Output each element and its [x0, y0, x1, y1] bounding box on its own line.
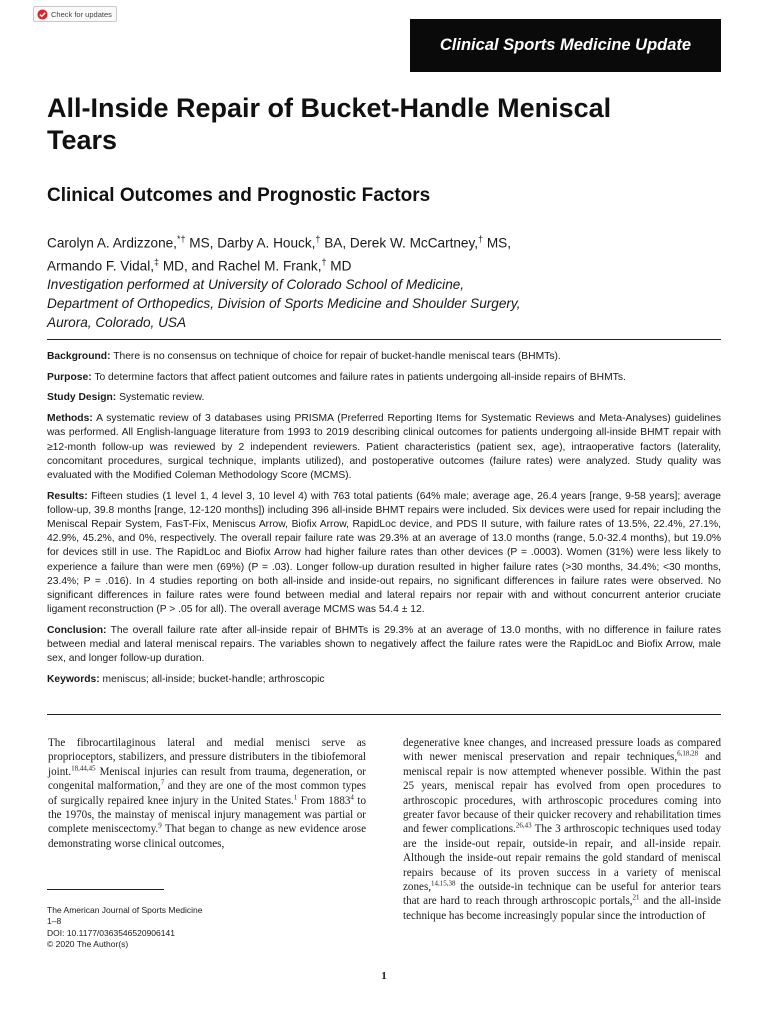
check-for-updates-badge[interactable] [33, 6, 117, 22]
abstract-conclusion [47, 624, 721, 667]
body-text: and the all-inside technique has become increasingly popular since the introduction of [403, 895, 721, 922]
abstract-label: Purpose: [47, 371, 92, 383]
author-affil-marker: † [321, 256, 327, 267]
body-text: and they are one of the most common types of surgically repaired knee injury in the United States. [48, 780, 366, 807]
body-text: Meniscal injuries can result from trauma, degeneration, or congenital malformation, [48, 765, 366, 793]
journal-name: The American Journal of Sports Medicine [47, 905, 203, 915]
abstract-text: Fifteen studies (1 level 1, 4 level 3, 10 level 4) with 763 total patients (64% male; average age, 26.4 years [range, 9-58 years]; average follow-up, 39.8 months [range, 12-120 months]) including 396 all-inside BHMT repairs were included. Six devices were used for repair including the Meniscal Repair System, FasT-Fix, Meniscus Arrow, Biofix Arrow, RapidLoc device, and PDS II suture, with failure rates of 13.5%, 22.4%, 27.1%, 42.9%, 45.2%, and 0%, respectively. The overall repair failure rate was 29.3% at an average of 13.0 months (range, 5.0-32.4 months), but 19.0% for devices still in use. The RapidLoc and Biofix Arrow had higher failure rates than other devices (P = .0003). Women (31%) were less likely to experience a failure than were men (69%) (P = .03). Longer follow-up duration resulted in higher failure rates (>30 months, 34.4%; <30 months, 23.4%; P = .016). In 4 studies reporting on both all-inside and inside-out repairs, no significant differences in failure rates were observed. No significant differences in failure rates were found between medial and lateral repairs nor repair with and without concurrent anterior cruciate ligament reconstruction (P > .05 for all). The overall average MCMS was 54.4 ± 12. [47, 490, 721, 616]
body-text: to the 1970s, the mainstay of meniscal injury management was partial or complete meniscectomy. [48, 794, 366, 836]
body-text: the outside-in technique can be useful for anterior tears that are hard to reach through arthroscopic portals, [403, 881, 721, 908]
citation-ref: 14,15,38 [431, 879, 456, 888]
author-affil-marker: † [315, 234, 321, 244]
body-column-right [403, 736, 721, 923]
body-column-left [48, 736, 366, 851]
abstract-label: Background: [47, 351, 111, 362]
abstract-keywords [47, 673, 721, 687]
author-block [47, 230, 727, 332]
author-affil-marker: † [478, 234, 484, 244]
body-text: degenerative knee changes, and increased pressure loads as compared with newer meniscal preservation and repair techniques, [403, 737, 721, 764]
abstract-text: To determine factors that affect patient outcomes and failure rates in patients undergoing all-inside repairs of BHMTs. [91, 371, 626, 383]
author-affil-marker: ‡ [154, 256, 160, 267]
article-title: All-Inside Repair of Bucket-Handle Meniscal Tears [47, 93, 612, 155]
body-text: The 3 arthroscopic techniques used today are the inside-out repair, outside-in repair, and all-inside repair. Although the inside-out repair remains the gold standard of meniscal repairs because of its proven success in a variety of meniscal zones, [403, 823, 721, 894]
footnote-rule [47, 889, 164, 890]
check-updates-label: Check for updates [51, 9, 112, 19]
citation-ref: 9 [158, 821, 162, 830]
abstract-text: There is no consensus on technique of choice for repair of bucket-handle meniscal tears (BHMTs). [110, 351, 561, 362]
body-text: From 1883 [297, 794, 351, 807]
citation-ref: 18,44,45 [71, 764, 96, 773]
citation-ref: 4 [350, 792, 354, 801]
author-name: Armando F. Vidal, [47, 258, 155, 274]
page-number: 1 [381, 970, 387, 982]
author-name: BA, Derek W. McCartney, [320, 235, 479, 251]
affiliation-line: Investigation performed at University of Colorado School of Medicine, [47, 277, 465, 293]
affiliation-line: Department of Orthopedics, Division of Sports Medicine and Shoulder Surgery, [47, 296, 521, 312]
abstract-study-design [47, 391, 721, 405]
body-text: The fibrocartilaginous lateral and medial menisci serve as proprioceptors, stabilizers, and pressure distributers in the tibiofemoral joint. [48, 737, 366, 778]
abstract-label: Keywords: [47, 674, 100, 686]
check-updates-icon [37, 9, 48, 20]
abstract-methods [47, 412, 721, 483]
author-name: MS, Darby A. Houck, [185, 235, 316, 251]
abstract [47, 350, 721, 694]
article-subtitle: Clinical Outcomes and Prognostic Factors [47, 185, 431, 206]
abstract-label: Study Design: [47, 392, 117, 404]
abstract-bottom-rule [47, 714, 721, 715]
citation-ref: 26,43 [515, 821, 532, 830]
abstract-top-rule [47, 339, 721, 340]
abstract-results [47, 490, 721, 618]
body-text: That began to change as new evidence arose demonstrating worse clinical outcomes, [48, 823, 366, 850]
abstract-purpose [47, 371, 721, 385]
author-name: MD, and Rachel M. Frank, [159, 258, 322, 274]
author-line-2 [47, 253, 727, 276]
journal-footer [47, 905, 202, 951]
author-name: MD [326, 258, 352, 274]
body-text: and meniscal repair is now attempted whenever possible. Within the past 25 years, meniscal repair has evolved from open procedures to arthroscopic procedures, with arthroscopic procedures coming into greater favor because of their quicker recovery and rehabilitation times and fewer complications. [403, 751, 722, 836]
abstract-text: meniscus; all-inside; bucket-handle; arthroscopic [99, 674, 325, 686]
author-affil-marker: *† [176, 234, 186, 244]
abstract-label: Results: [47, 490, 88, 502]
citation-ref: 6,18,28 [677, 749, 699, 758]
abstract-text: A systematic review of 3 databases using PRISMA (Preferred Reporting Items for Systematic Reviews and Meta-Analyses) guidelines was performed. All English-language literature from 1993 to 2019 describing clinical outcomes for patients undergoing all-inside BHMT repair with ≥12-month follow-up was reviewed by 2 independent reviewers. Patient characteristics (patient sex, age), intraoperative factors (laterality, concomitant procedures, surgical technique, implants utilized), and postoperative outcomes (failure rates) were analyzed. Study quality was evaluated with the Modified Coleman Methodology Score (MCMS). [47, 413, 721, 481]
abstract-label: Methods: [47, 413, 93, 425]
body-paragraph [403, 736, 721, 923]
page-range: 1–8 [47, 916, 62, 927]
author-line-1 [47, 230, 727, 253]
citation-ref: 21 [632, 893, 640, 902]
body-paragraph [48, 736, 366, 851]
abstract-text: Systematic review. [116, 392, 205, 404]
doi-link[interactable]: DOI: 10.1177/0363546520906141 [47, 927, 175, 938]
abstract-label: Conclusion: [47, 624, 107, 636]
author-name: Carolyn A. Ardizzone, [47, 235, 177, 251]
author-name: MS, [483, 235, 512, 251]
citation-ref: 1 [293, 792, 298, 801]
abstract-text: The overall failure rate after all-inside repair of BHMTs is 29.3% at an average of 13.0 months, with no difference in failure rates between medial and lateral meniscal repairs. The variables shown to negatively affect the failure rates were the RapidLoc and Biofix Arrow, male sex, and longer follow-up duration. [47, 624, 721, 665]
section-banner: Clinical Sports Medicine Update [410, 19, 721, 72]
citation-ref: 7 [160, 778, 165, 787]
abstract-background [47, 350, 721, 364]
affiliation-line: Aurora, Colorado, USA [47, 315, 187, 331]
copyright: © 2020 The Author(s) [47, 939, 129, 950]
